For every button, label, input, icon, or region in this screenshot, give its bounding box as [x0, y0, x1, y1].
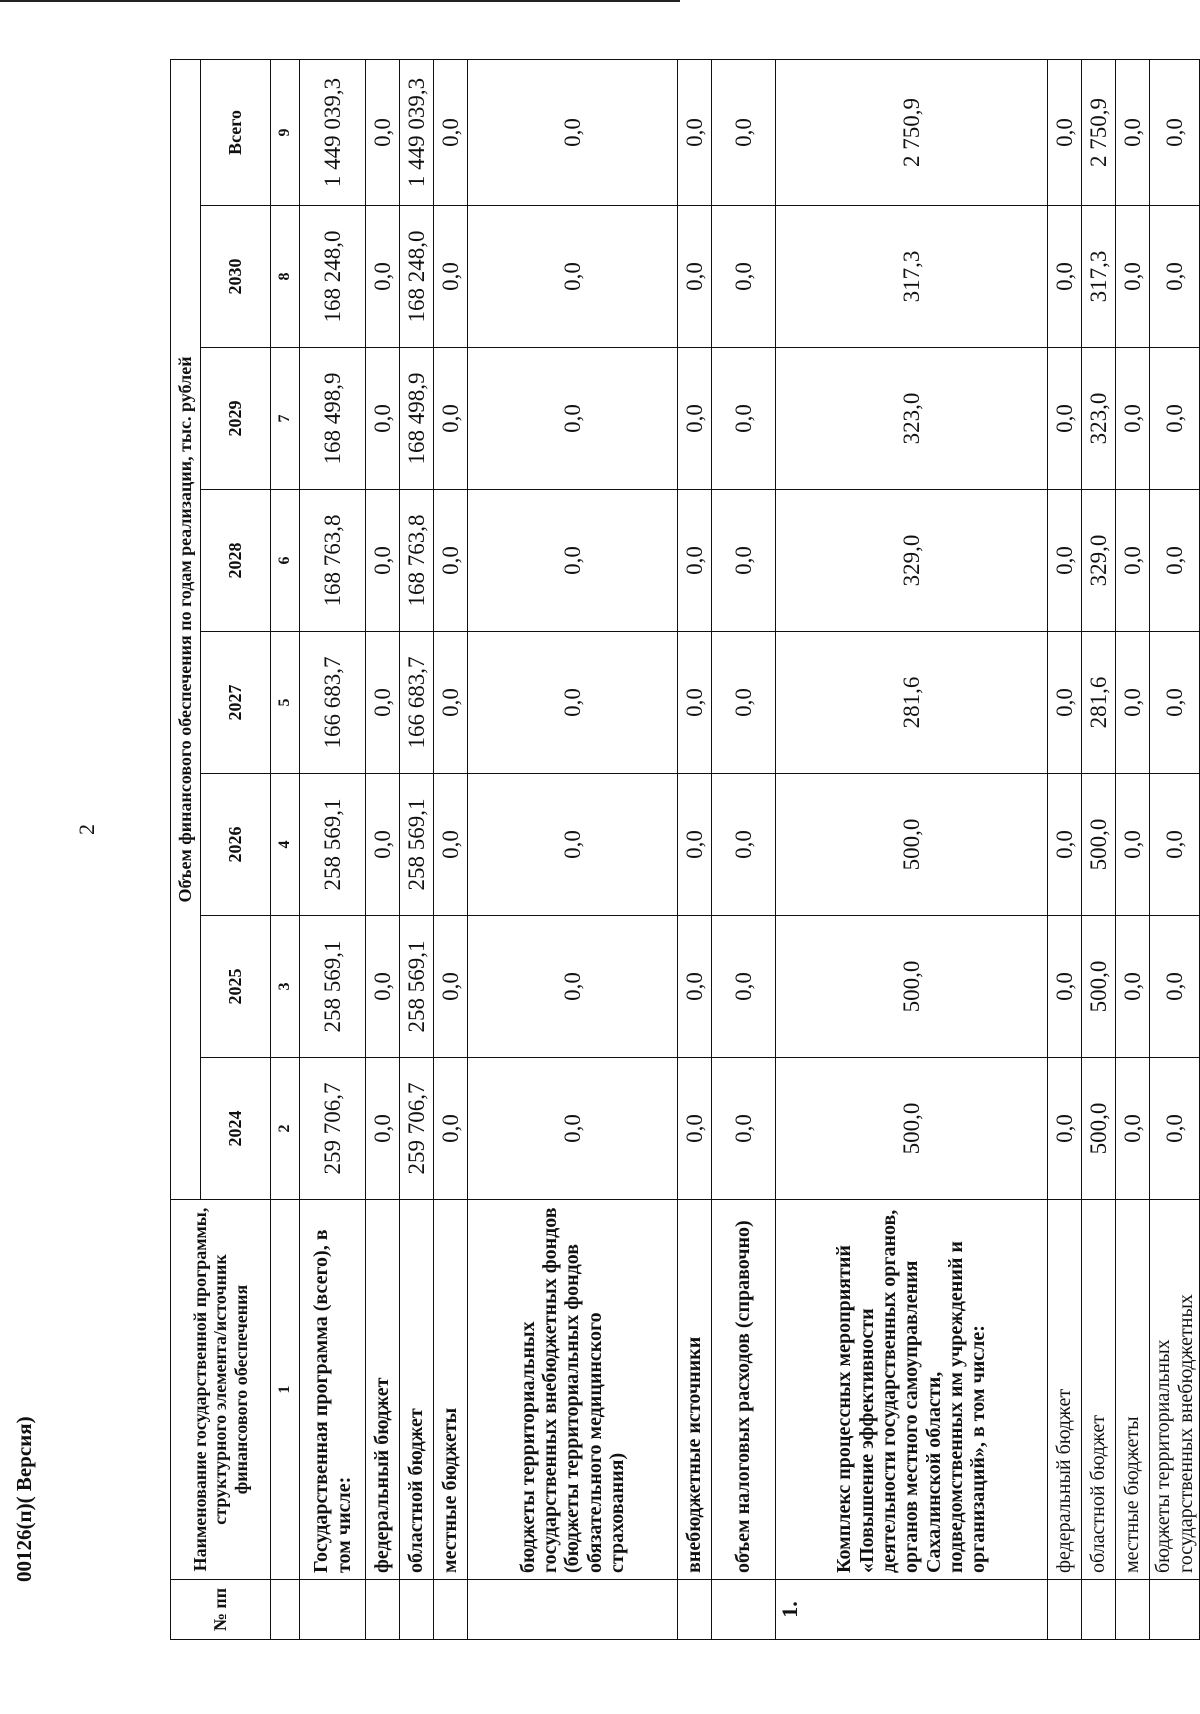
- total-value-cell: 1 449 039,3: [400, 59, 434, 205]
- row-name-cell: Комплекс процессных мероприятий «Повышение эффективности деятельности государственных органов, органов местного самоуправления Сахалинской области, подведомственных им учреждений и организаций», в том числе:: [776, 1200, 1048, 1580]
- year-value-cell: 500,0: [776, 1058, 1048, 1200]
- year-value-cell: 0,0: [434, 774, 468, 916]
- year-value-cell: 0,0: [1150, 1058, 1200, 1200]
- row-name-cell: местные бюджеты: [1116, 1200, 1150, 1580]
- top-rule: [0, 0, 680, 2]
- header-group-title: Объем финансового обеспечения по годам реализации, тыс. рублей: [171, 59, 201, 1199]
- row-number-cell: [1082, 1580, 1116, 1640]
- row-name-cell: бюджеты территориальных государственных внебюджетных фондов (бюджеты территориальных фондов обязательного медицинского страхования): [468, 1200, 678, 1580]
- year-value-cell: 0,0: [366, 632, 400, 774]
- row-number-cell: [366, 1580, 400, 1640]
- total-value-cell: 2 750,9: [776, 59, 1048, 205]
- year-value-cell: 0,0: [434, 916, 468, 1058]
- year-value-cell: 0,0: [678, 206, 712, 348]
- page-number: 2: [74, 824, 99, 835]
- year-value-cell: 0,0: [678, 916, 712, 1058]
- row-name-cell: внебюджетные источники: [678, 1200, 712, 1580]
- year-value-cell: 259 706,7: [400, 1058, 434, 1200]
- row-name-cell: объем налоговых расходов (справочно): [712, 1200, 776, 1580]
- row-name-cell: Государственная программа (всего), в том числе:: [300, 1200, 366, 1580]
- financing-table: [170, 59, 1200, 1640]
- row-number-cell: 1.: [776, 1580, 1048, 1640]
- year-value-cell: 0,0: [434, 206, 468, 348]
- table-row: [776, 59, 1048, 1639]
- year-value-cell: 0,0: [1048, 348, 1082, 490]
- table-row: [1082, 59, 1116, 1639]
- row-number-cell: [468, 1580, 678, 1640]
- financing-table-container: [170, 60, 1197, 1640]
- header-row-number: № пп: [171, 1580, 271, 1640]
- year-value-cell: 0,0: [1150, 774, 1200, 916]
- header-year: 2029: [201, 348, 271, 490]
- year-value-cell: 323,0: [1082, 348, 1116, 490]
- column-number-cell: 6: [271, 490, 300, 632]
- year-value-cell: 258 569,1: [400, 774, 434, 916]
- year-value-cell: 258 569,1: [300, 916, 366, 1058]
- row-number-cell: [712, 1580, 776, 1640]
- year-value-cell: 0,0: [366, 774, 400, 916]
- year-value-cell: 0,0: [366, 490, 400, 632]
- header-year: 2026: [201, 774, 271, 916]
- column-number-row: [271, 59, 300, 1639]
- year-value-cell: 0,0: [712, 490, 776, 632]
- year-value-cell: 0,0: [468, 774, 678, 916]
- table-row: [366, 59, 400, 1639]
- column-number-cell: 5: [271, 632, 300, 774]
- header-total: Всего: [201, 59, 271, 205]
- row-name-cell: местные бюджеты: [434, 1200, 468, 1580]
- year-value-cell: 0,0: [1150, 490, 1200, 632]
- row-name-cell: областной бюджет: [400, 1200, 434, 1580]
- row-name-cell: бюджеты территориальных государственных внебюджетных: [1150, 1200, 1200, 1580]
- year-value-cell: 0,0: [1116, 1058, 1150, 1200]
- year-value-cell: 500,0: [1082, 774, 1116, 916]
- table-row: [1116, 59, 1150, 1639]
- year-value-cell: 0,0: [1048, 1058, 1082, 1200]
- year-value-cell: 0,0: [468, 1058, 678, 1200]
- total-value-cell: 0,0: [1048, 59, 1082, 205]
- column-number-cell: 8: [271, 206, 300, 348]
- year-value-cell: 0,0: [366, 916, 400, 1058]
- year-value-cell: 0,0: [712, 206, 776, 348]
- year-value-cell: 0,0: [366, 1058, 400, 1200]
- footer-code: 00126(п)( Версия): [12, 1416, 36, 1582]
- row-number-cell: [678, 1580, 712, 1640]
- year-value-cell: 0,0: [1048, 632, 1082, 774]
- year-value-cell: 0,0: [1116, 206, 1150, 348]
- year-value-cell: 0,0: [1116, 490, 1150, 632]
- year-value-cell: 281,6: [1082, 632, 1116, 774]
- row-number-cell: [1048, 1580, 1082, 1640]
- row-number-cell: [300, 1580, 366, 1640]
- year-value-cell: 317,3: [1082, 206, 1116, 348]
- year-value-cell: 166 683,7: [400, 632, 434, 774]
- table-row: [400, 59, 434, 1639]
- table-row: [468, 59, 678, 1639]
- column-number-cell: 2: [271, 1058, 300, 1200]
- year-value-cell: 0,0: [712, 916, 776, 1058]
- total-value-cell: 0,0: [366, 59, 400, 205]
- year-value-cell: 0,0: [1150, 916, 1200, 1058]
- column-number-cell: 9: [271, 59, 300, 205]
- total-value-cell: 1 449 039,3: [300, 59, 366, 205]
- year-value-cell: 168 763,8: [400, 490, 434, 632]
- year-value-cell: 0,0: [678, 490, 712, 632]
- year-value-cell: 0,0: [678, 348, 712, 490]
- year-value-cell: 166 683,7: [300, 632, 366, 774]
- year-value-cell: 500,0: [776, 916, 1048, 1058]
- header-year: 2025: [201, 916, 271, 1058]
- year-value-cell: 0,0: [1116, 348, 1150, 490]
- year-value-cell: 0,0: [1116, 916, 1150, 1058]
- year-value-cell: 500,0: [1082, 916, 1116, 1058]
- year-value-cell: 258 569,1: [400, 916, 434, 1058]
- year-value-cell: 0,0: [434, 1058, 468, 1200]
- total-value-cell: 0,0: [434, 59, 468, 205]
- year-value-cell: 0,0: [366, 206, 400, 348]
- year-value-cell: 0,0: [712, 1058, 776, 1200]
- year-value-cell: 0,0: [468, 916, 678, 1058]
- year-value-cell: 259 706,7: [300, 1058, 366, 1200]
- year-value-cell: 0,0: [468, 490, 678, 632]
- year-value-cell: 0,0: [712, 348, 776, 490]
- column-number-cell: 4: [271, 774, 300, 916]
- year-value-cell: 323,0: [776, 348, 1048, 490]
- year-value-cell: 0,0: [1150, 348, 1200, 490]
- table-row: [678, 59, 712, 1639]
- table-row: [300, 59, 366, 1639]
- header-year: 2028: [201, 490, 271, 632]
- year-value-cell: 0,0: [434, 490, 468, 632]
- year-value-cell: 168 248,0: [400, 206, 434, 348]
- header-year: 2024: [201, 1058, 271, 1200]
- column-number-cell: 3: [271, 916, 300, 1058]
- year-value-cell: 0,0: [1116, 632, 1150, 774]
- total-value-cell: 0,0: [468, 59, 678, 205]
- year-value-cell: 0,0: [712, 632, 776, 774]
- table-row: [1150, 59, 1200, 1639]
- year-value-cell: 0,0: [1048, 490, 1082, 632]
- total-value-cell: 0,0: [678, 59, 712, 205]
- year-value-cell: 500,0: [776, 774, 1048, 916]
- row-number-cell: [434, 1580, 468, 1640]
- year-value-cell: 0,0: [468, 348, 678, 490]
- year-value-cell: 0,0: [678, 774, 712, 916]
- row-name-cell: федеральный бюджет: [1048, 1200, 1082, 1580]
- year-value-cell: 0,0: [468, 206, 678, 348]
- year-value-cell: 500,0: [1082, 1058, 1116, 1200]
- column-number-cell: 1: [271, 1200, 300, 1580]
- table-row: [1048, 59, 1082, 1639]
- row-number-cell: [1116, 1580, 1150, 1640]
- total-value-cell: 0,0: [712, 59, 776, 205]
- row-number-cell: [400, 1580, 434, 1640]
- year-value-cell: 317,3: [776, 206, 1048, 348]
- header-year: 2027: [201, 632, 271, 774]
- table-row: [712, 59, 776, 1639]
- year-value-cell: 0,0: [712, 774, 776, 916]
- year-value-cell: 0,0: [366, 348, 400, 490]
- year-value-cell: 0,0: [1116, 774, 1150, 916]
- year-value-cell: 281,6: [776, 632, 1048, 774]
- year-value-cell: 0,0: [1150, 632, 1200, 774]
- header-year: 2030: [201, 206, 271, 348]
- total-value-cell: 0,0: [1150, 59, 1200, 205]
- table-row: [434, 59, 468, 1639]
- year-value-cell: 0,0: [1048, 774, 1082, 916]
- header-name: Наименование государственной программы, структурного элемента/источник финансового обеспечения: [171, 1200, 271, 1580]
- row-name-cell: областной бюджет: [1082, 1200, 1116, 1580]
- year-value-cell: 0,0: [678, 1058, 712, 1200]
- year-value-cell: 0,0: [1048, 206, 1082, 348]
- total-value-cell: 0,0: [1116, 59, 1150, 205]
- year-value-cell: 168 248,0: [300, 206, 366, 348]
- row-name-cell: федеральный бюджет: [366, 1200, 400, 1580]
- column-number-cell: 7: [271, 348, 300, 490]
- year-value-cell: 168 763,8: [300, 490, 366, 632]
- year-value-cell: 0,0: [434, 632, 468, 774]
- year-value-cell: 0,0: [1048, 916, 1082, 1058]
- year-value-cell: 329,0: [1082, 490, 1116, 632]
- total-value-cell: 2 750,9: [1082, 59, 1116, 205]
- row-number-cell: [1150, 1580, 1200, 1640]
- year-value-cell: 0,0: [678, 632, 712, 774]
- column-number-cell: [271, 1580, 300, 1640]
- year-value-cell: 0,0: [434, 348, 468, 490]
- year-value-cell: 168 498,9: [400, 348, 434, 490]
- year-value-cell: 0,0: [1150, 206, 1200, 348]
- year-value-cell: 258 569,1: [300, 774, 366, 916]
- year-value-cell: 329,0: [776, 490, 1048, 632]
- year-value-cell: 168 498,9: [300, 348, 366, 490]
- year-value-cell: 0,0: [468, 632, 678, 774]
